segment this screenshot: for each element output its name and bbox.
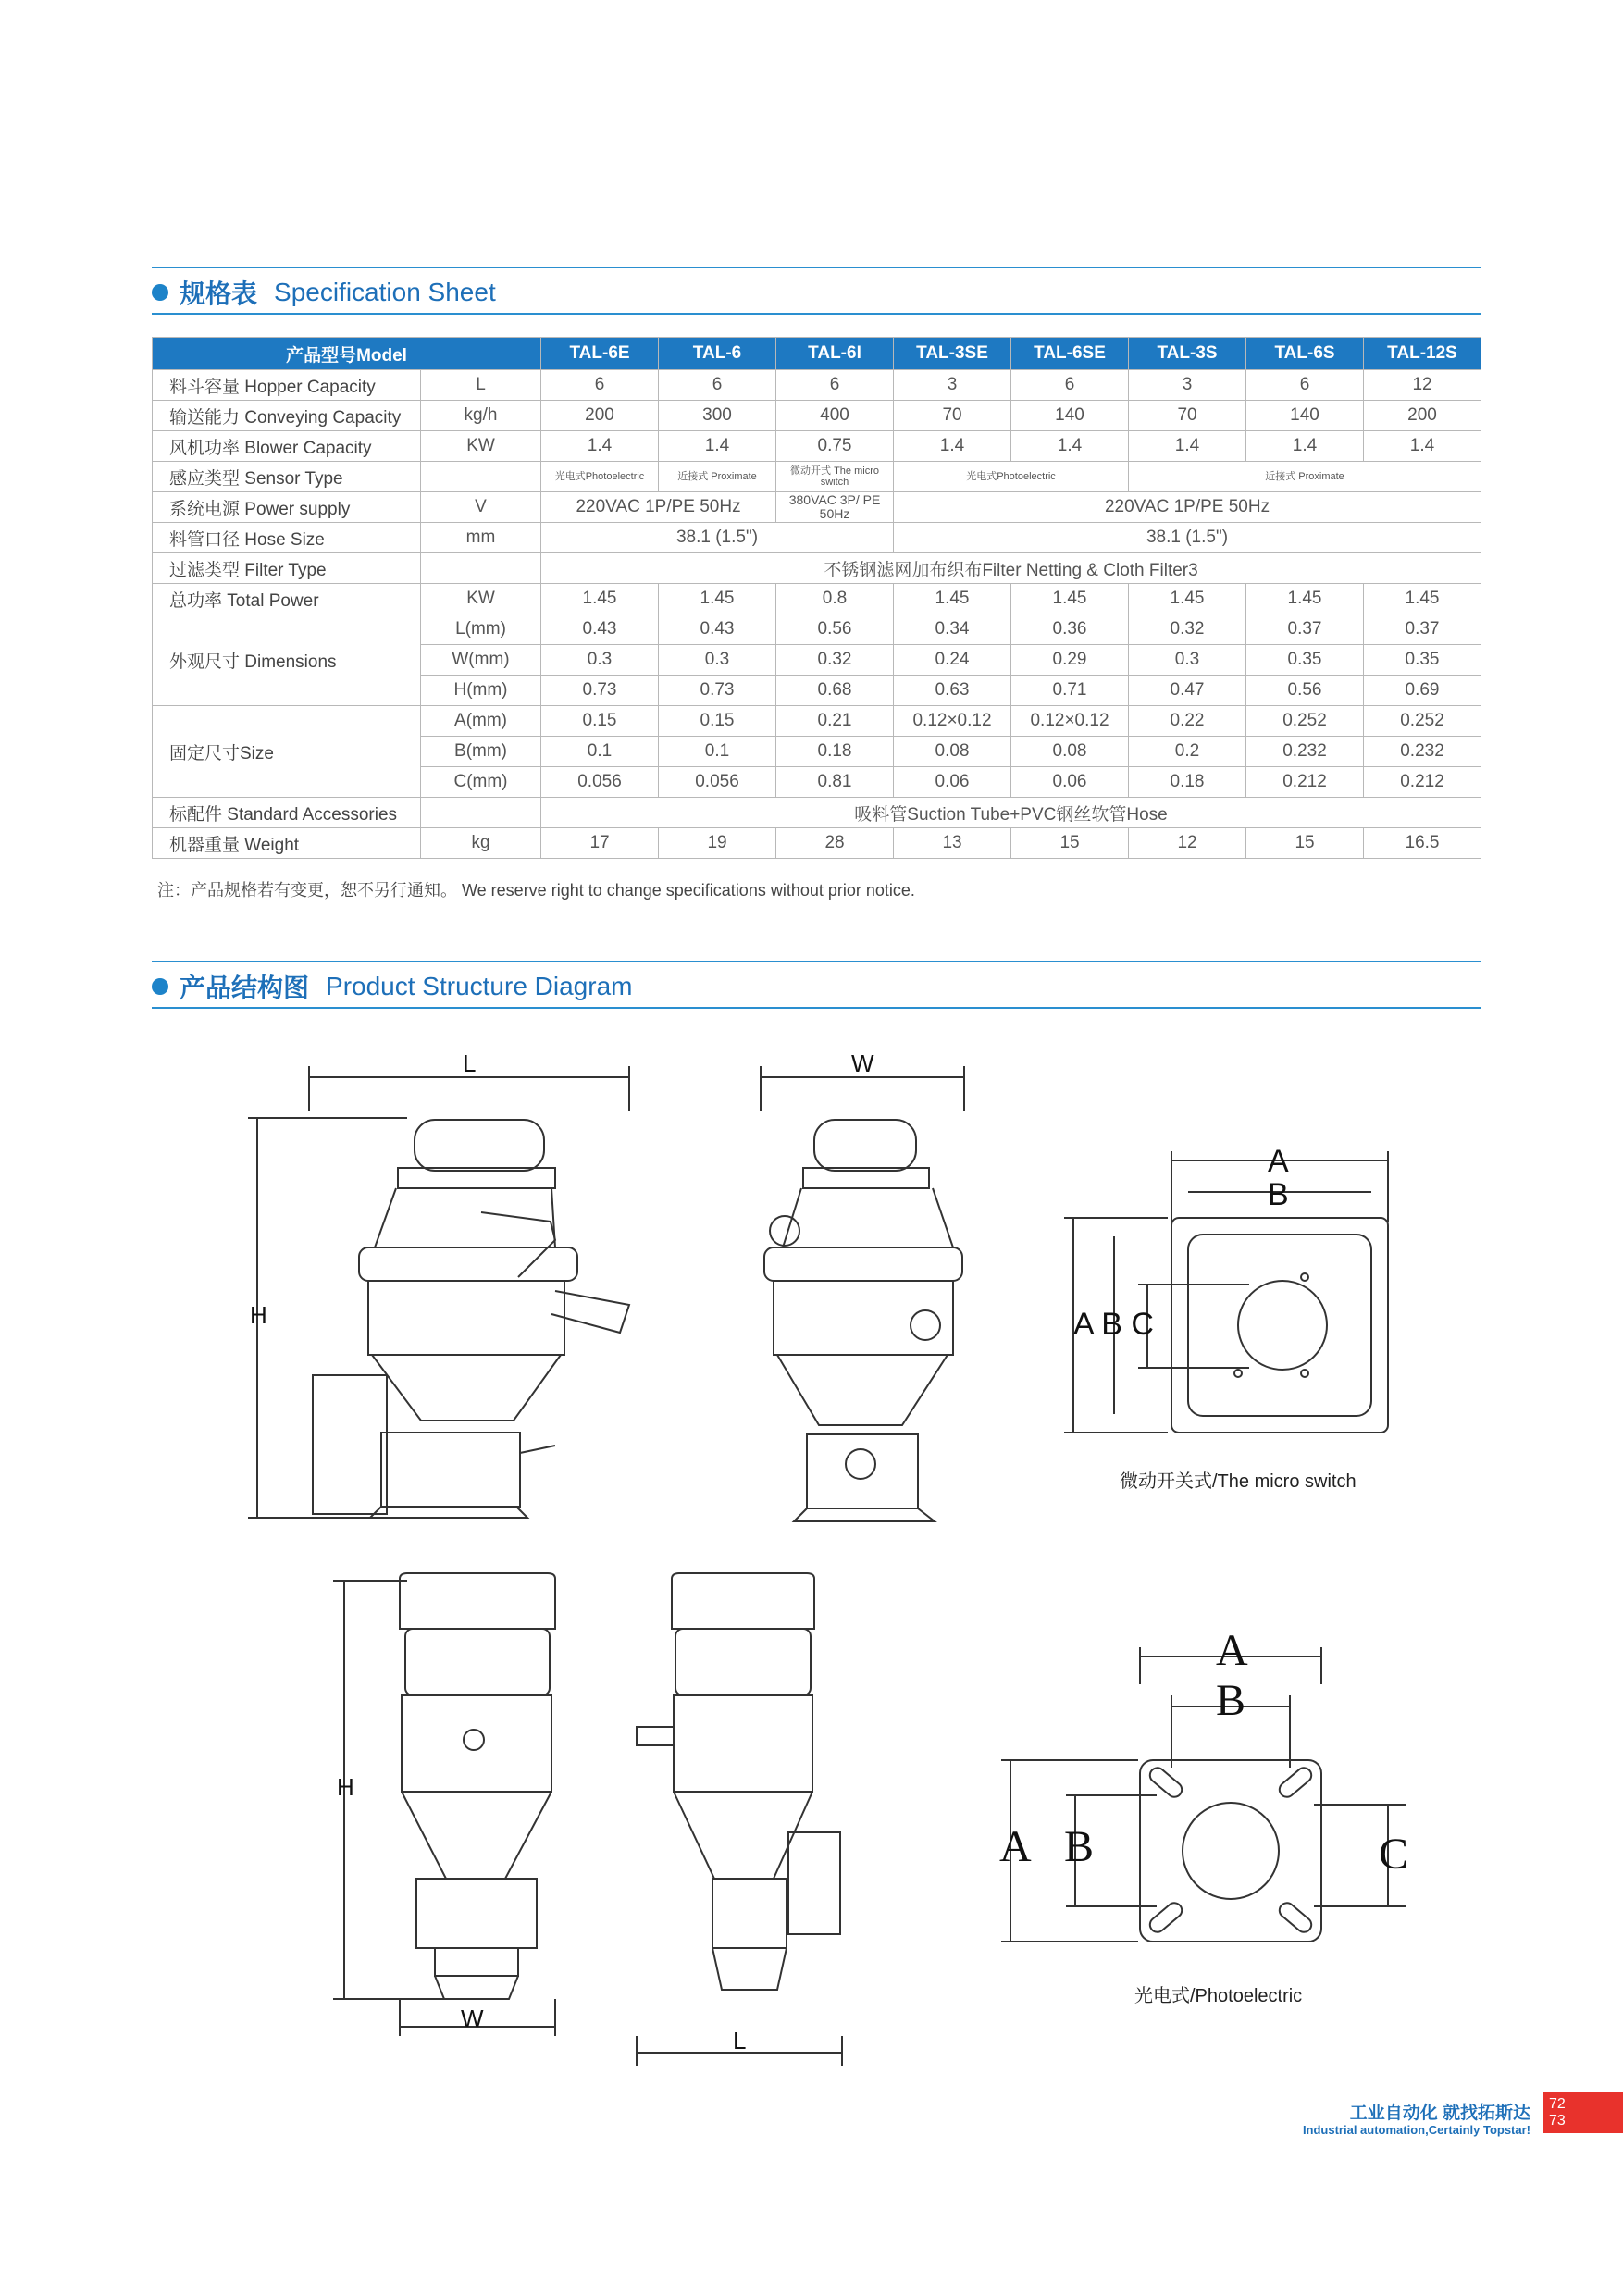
value-cell: 近接式 Proximate	[1129, 462, 1481, 492]
value-cell: 0.252	[1246, 706, 1364, 737]
value-cell: 0.73	[541, 676, 659, 706]
value-cell: 12	[1364, 370, 1481, 401]
value-cell: 0.56	[776, 614, 894, 645]
value-cell: 6	[541, 370, 659, 401]
value-cell: 0.43	[541, 614, 659, 645]
page-numbers: 72 73	[1549, 2096, 1566, 2128]
value-cell: 38.1 (1.5")	[541, 523, 894, 553]
value-cell: 0.056	[659, 767, 776, 798]
row-label: 料管口径 Hose Size	[153, 523, 421, 553]
unit-cell: W(mm)	[421, 645, 541, 676]
dim-B-photo-side: B	[1064, 1822, 1095, 1871]
value-cell: 1.45	[1364, 584, 1481, 614]
value-cell: 0.8	[776, 584, 894, 614]
unit-cell: kg/h	[421, 401, 541, 431]
value-cell: 0.71	[1011, 676, 1129, 706]
value-cell: 0.73	[659, 676, 776, 706]
value-cell: 200	[1364, 401, 1481, 431]
value-cell: 1.45	[894, 584, 1011, 614]
loader-photoelectric-front	[333, 1573, 555, 2036]
dim-ABC-side: A B C	[1073, 1307, 1154, 1342]
value-cell: 0.18	[776, 737, 894, 767]
value-cell: 0.3	[541, 645, 659, 676]
unit-cell: A(mm)	[421, 706, 541, 737]
value-cell: 0.24	[894, 645, 1011, 676]
value-cell: 17	[541, 828, 659, 859]
row-label: 输送能力 Conveying Capacity	[153, 401, 421, 431]
value-cell: 0.06	[894, 767, 1011, 798]
model-cell: TAL-3S	[1129, 338, 1246, 370]
value-cell: 380VAC 3P/ PE 50Hz	[776, 492, 894, 523]
dim-H-label-2: H	[337, 1773, 354, 1801]
value-cell: 140	[1011, 401, 1129, 431]
value-cell: 1.45	[541, 584, 659, 614]
value-cell: 1.4	[1246, 431, 1364, 462]
value-cell: 70	[894, 401, 1011, 431]
value-cell: 0.15	[659, 706, 776, 737]
value-cell: 6	[1246, 370, 1364, 401]
value-cell: 0.22	[1129, 706, 1246, 737]
value-cell: 0.47	[1129, 676, 1246, 706]
value-cell: 3	[894, 370, 1011, 401]
value-cell: 70	[1129, 401, 1246, 431]
value-cell: 1.45	[659, 584, 776, 614]
value-cell: 300	[659, 401, 776, 431]
unit-cell: L	[421, 370, 541, 401]
unit-cell: KW	[421, 584, 541, 614]
value-cell: 光电式Photoelectric	[541, 462, 659, 492]
value-cell: 0.08	[894, 737, 1011, 767]
value-cell: 0.81	[776, 767, 894, 798]
spec-title-en: Specification Sheet	[274, 278, 496, 306]
value-cell: 12	[1129, 828, 1246, 859]
value-cell: 15	[1011, 828, 1129, 859]
value-cell: 15	[1246, 828, 1364, 859]
dim-L-label-2: L	[733, 2027, 747, 2054]
value-cell: 6	[776, 370, 894, 401]
dim-W-label: W	[851, 1049, 874, 1077]
value-cell: 0.75	[776, 431, 894, 462]
spec-title-cn: 规格表	[180, 279, 258, 308]
value-cell: 0.12×0.12	[894, 706, 1011, 737]
loader-front-view	[761, 1066, 964, 1521]
value-cell: 0.63	[894, 676, 1011, 706]
value-cell: 3	[1129, 370, 1246, 401]
value-cell: 1.45	[1129, 584, 1246, 614]
row-label: 系统电源 Power supply	[153, 492, 421, 523]
value-cell: 微动开式 The micro switch	[776, 462, 894, 492]
model-header: 产品型号Model	[153, 338, 541, 370]
dim-A-top: A	[1268, 1144, 1289, 1179]
value-cell: 16.5	[1364, 828, 1481, 859]
value-cell: 0.37	[1364, 614, 1481, 645]
row-label: 料斗容量 Hopper Capacity	[153, 370, 421, 401]
value-cell: 19	[659, 828, 776, 859]
value-cell: 0.29	[1011, 645, 1129, 676]
value-cell: 0.212	[1364, 767, 1481, 798]
spec-note: 注：产品规格若有变更，恕不另行通知。 We reserve right to change specifications without prior notice.	[157, 881, 915, 900]
dim-A-photo: A	[1216, 1626, 1248, 1675]
value-cell: 1.45	[1011, 584, 1129, 614]
row-label: 风机功率 Blower Capacity	[153, 431, 421, 462]
value-cell: 0.21	[776, 706, 894, 737]
value-cell: 0.08	[1011, 737, 1129, 767]
row-label: 机器重量 Weight	[153, 828, 421, 859]
value-cell: 0.69	[1364, 676, 1481, 706]
unit-cell: B(mm)	[421, 737, 541, 767]
row-label: 感应类型 Sensor Type	[153, 462, 421, 492]
diagram-title-cn: 产品结构图	[180, 974, 310, 1002]
model-cell: TAL-12S	[1364, 338, 1481, 370]
row-label: 过滤类型 Filter Type	[153, 553, 421, 584]
value-cell: 0.1	[659, 737, 776, 767]
dim-B-photo: B	[1216, 1676, 1246, 1725]
unit-cell: C(mm)	[421, 767, 541, 798]
value-cell: 0.232	[1364, 737, 1481, 767]
value-cell: 1.45	[1246, 584, 1364, 614]
unit-cell: kg	[421, 828, 541, 859]
diagram-title-en: Product Structure Diagram	[326, 972, 633, 1000]
row-label: 标配件 Standard Accessories	[153, 798, 421, 828]
value-cell: 吸料管Suction Tube+PVC钢丝软管Hose	[541, 798, 1481, 828]
value-cell: 6	[1011, 370, 1129, 401]
value-cell: 0.43	[659, 614, 776, 645]
model-cell: TAL-6S	[1246, 338, 1364, 370]
value-cell: 28	[776, 828, 894, 859]
value-cell: 220VAC 1P/PE 50Hz	[541, 492, 776, 523]
value-cell: 13	[894, 828, 1011, 859]
dim-A-photo-side: A	[999, 1822, 1032, 1871]
value-cell: 1.4	[541, 431, 659, 462]
unit-cell: mm	[421, 523, 541, 553]
row-label: 外观尺寸 Dimensions	[153, 614, 421, 706]
value-cell: 0.1	[541, 737, 659, 767]
value-cell: 近接式 Proximate	[659, 462, 776, 492]
value-cell: 1.4	[659, 431, 776, 462]
value-cell: 1.4	[1129, 431, 1246, 462]
value-cell: 0.68	[776, 676, 894, 706]
value-cell: 400	[776, 401, 894, 431]
value-cell: 6	[659, 370, 776, 401]
value-cell: 0.35	[1364, 645, 1481, 676]
value-cell: 0.252	[1364, 706, 1481, 737]
dim-L-label: L	[463, 1049, 477, 1077]
value-cell: 0.18	[1129, 767, 1246, 798]
model-cell: TAL-6I	[776, 338, 894, 370]
footer-slogan-en: Industrial automation,Certainly Topstar!	[1302, 2123, 1530, 2137]
dim-H-label: H	[250, 1301, 267, 1329]
model-cell: TAL-6SE	[1011, 338, 1129, 370]
micro-switch-caption: 微动开关式/The micro switch	[1120, 1471, 1357, 1492]
row-label: 总功率 Total Power	[153, 584, 421, 614]
unit-cell: H(mm)	[421, 676, 541, 706]
dim-C-photo-side: C	[1379, 1830, 1409, 1879]
value-cell: 200	[541, 401, 659, 431]
value-cell: 220VAC 1P/PE 50Hz	[894, 492, 1481, 523]
value-cell: 140	[1246, 401, 1364, 431]
top-view-micro-switch	[1064, 1151, 1388, 1433]
value-cell: 38.1 (1.5")	[894, 523, 1481, 553]
dim-B-top: B	[1268, 1177, 1289, 1212]
value-cell: 不锈钢滤网加布织布Filter Netting & Cloth Filter3	[541, 553, 1481, 584]
value-cell: 0.3	[659, 645, 776, 676]
photoelectric-caption: 光电式/Photoelectric	[1134, 1986, 1303, 2006]
footer-slogan-cn: 工业自动化 就找拓斯达	[1349, 2104, 1530, 2123]
value-cell: 0.36	[1011, 614, 1129, 645]
loader-side-view	[248, 1066, 629, 1518]
model-cell: TAL-6	[659, 338, 776, 370]
loader-photoelectric-side	[637, 1573, 842, 2066]
value-cell: 0.12×0.12	[1011, 706, 1129, 737]
value-cell: 1.4	[894, 431, 1011, 462]
value-cell: 0.06	[1011, 767, 1129, 798]
dim-W-label-2: W	[461, 2004, 484, 2032]
value-cell: 0.15	[541, 706, 659, 737]
unit-cell: KW	[421, 431, 541, 462]
value-cell: 光电式Photoelectric	[894, 462, 1129, 492]
unit-cell: L(mm)	[421, 614, 541, 645]
value-cell: 0.56	[1246, 676, 1364, 706]
row-label: 固定尺寸Size	[153, 706, 421, 798]
model-cell: TAL-3SE	[894, 338, 1011, 370]
value-cell: 0.056	[541, 767, 659, 798]
value-cell: 0.35	[1246, 645, 1364, 676]
page-number-tab	[1543, 2092, 1623, 2133]
value-cell: 0.32	[1129, 614, 1246, 645]
value-cell: 1.4	[1011, 431, 1129, 462]
value-cell: 0.3	[1129, 645, 1246, 676]
value-cell: 0.32	[776, 645, 894, 676]
value-cell: 1.4	[1364, 431, 1481, 462]
model-cell: TAL-6E	[541, 338, 659, 370]
value-cell: 0.232	[1246, 737, 1364, 767]
value-cell: 0.37	[1246, 614, 1364, 645]
value-cell: 0.34	[894, 614, 1011, 645]
value-cell: 0.2	[1129, 737, 1246, 767]
value-cell: 0.212	[1246, 767, 1364, 798]
top-view-photoelectric	[1001, 1647, 1409, 1942]
unit-cell: V	[421, 492, 541, 523]
